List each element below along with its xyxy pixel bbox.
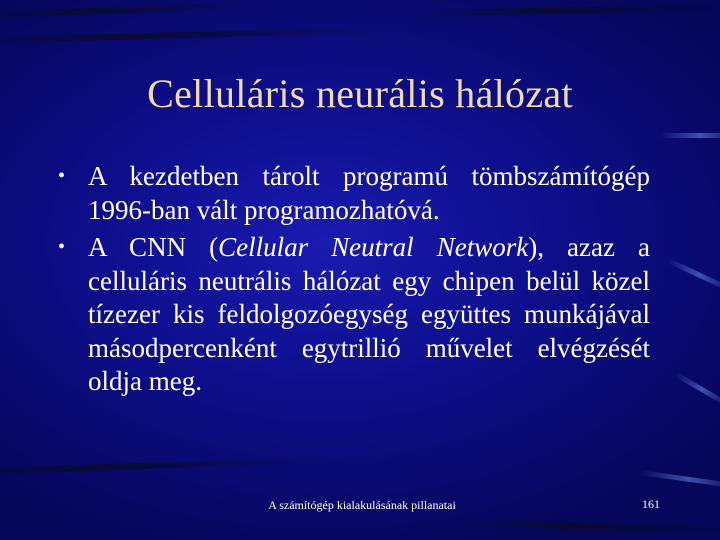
decorative-streak	[420, 5, 720, 16]
decorative-streak	[660, 133, 720, 138]
bullet-item	[58, 231, 650, 399]
slide-title: Celluláris neurális hálózat	[147, 71, 573, 116]
bullet-item	[58, 160, 650, 227]
decorative-streak	[0, 3, 240, 18]
bullet-dot: •	[58, 165, 66, 187]
decorative-streak	[0, 457, 320, 476]
page-number: 161	[642, 497, 660, 511]
decorative-streak	[0, 27, 380, 44]
bullet-text: ), azaz a celluláris neutrális hálózat egy chipen belül közel tízezer kis feldolgozóegység együttes munkájával másodpercenként egytrillió művelet elvégzését oldja meg.	[88, 232, 650, 396]
bullet-emphasis: Cellular Neutral Network	[218, 232, 529, 262]
bullet-dot: •	[58, 236, 66, 258]
footer-caption: A számítógép kialakulásának pillanatai	[268, 498, 456, 512]
bullet-text: A kezdetben tárolt programú tömbszámítógép 1996-ban vált programozhatóvá.	[88, 161, 650, 225]
decorative-streak	[667, 258, 720, 292]
bullet-list	[58, 160, 650, 403]
decorative-streak	[675, 372, 720, 406]
decorative-streak	[460, 520, 720, 533]
bullet-text: A CNN (	[88, 232, 219, 262]
decorative-streak	[640, 470, 720, 489]
